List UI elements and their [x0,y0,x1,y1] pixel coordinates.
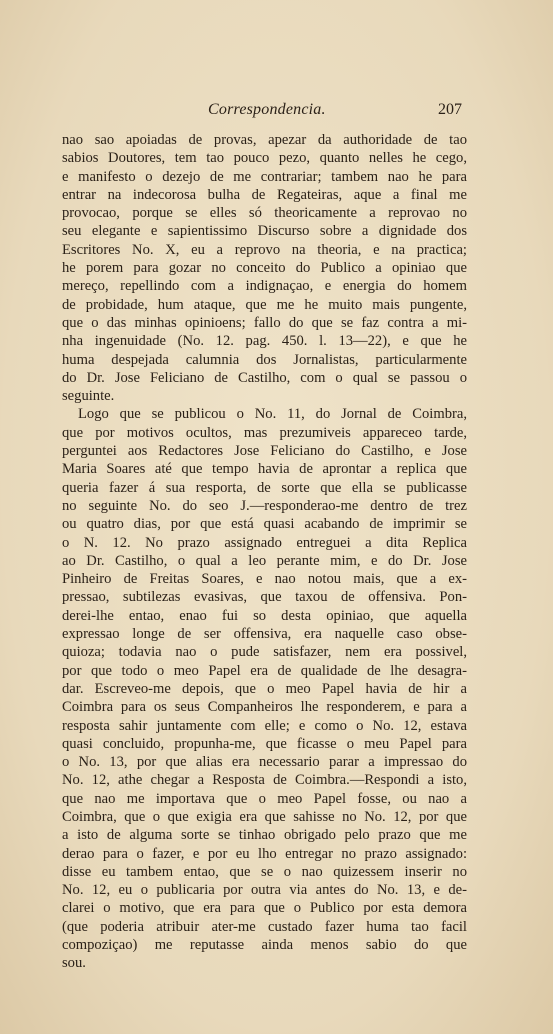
text-line: dar. Escreveo-me depois, que o meo Papel havia de hir a [62,680,467,697]
text-line: seu elegante e sapientissimo Discurso sobre a dignidade dos [62,223,467,240]
text-line: No. 12, eu o publicaria por outra via antes do No. 13, e de- [62,882,467,899]
running-title: Correspondencia. [208,101,326,118]
text-line: derei-lhe entao, enao fui so desta opiniao, que aquella [62,607,467,624]
page-number: 207 [438,101,462,118]
text-line: o N. 12. No prazo assignado entreguei a dita Replica [62,534,467,551]
text-line: de probidade, hum ataque, que me he muito mais pungente, [62,296,467,313]
text-line: Maria Soares até que tempo havia de aprontar a replica que [62,461,467,478]
text-line: e manifesto o dezejo de me contrariar; tambem nao he para [62,168,467,185]
text-line: do Dr. Jose Feliciano de Castilho, com o qual se passou o [62,369,467,386]
text-line: queria fazer á sua resporta, de sorte que ella se publicasse [62,479,467,496]
text-line: Escritores No. X, eu a reprovo na theoria, e na practica; [62,241,467,258]
text-line: mereço, repellindo com a indignaçao, e energia do homem [62,278,467,295]
text-line: (que poderia atribuir ater-me custado fazer huma tao facil [62,918,467,935]
text-line: que nao me importava que o meo Papel fosse, ou nao a [62,790,467,807]
text-line: clarei o motivo, que era para que o Publico por esta demora [62,900,467,917]
text-line: Pinheiro de Freitas Soares, e nao notou mais, que a ex- [62,571,467,588]
text-line: quasi concluido, propunha-me, que ficasse o meu Papel para [62,735,467,752]
text-line: que por motivos ocultos, mas prezumiveis appareceo tarde, [62,424,467,441]
text-line: ou quatro dias, por que está quasi acabando de imprimir se [62,516,467,533]
text-line: sabios Doutores, tem tao pouco pezo, quanto nelles he cego, [62,150,467,167]
text-line: o No. 13, por que alias era necessario parar a impressao do [62,754,467,771]
text-line: Logo que se publicou o No. 11, do Jornal de Coimbra, [78,406,467,423]
text-line: pressao, subtilezas evasivas, que taxou de offensiva. Pon- [62,589,467,606]
text-line: seguinte. [62,388,115,405]
text-line: por que todo o meo Papel era de qualidade de lhe desagra- [62,662,467,679]
text-line: ao Dr. Castilho, o qual a leo perante mim, e do Dr. Jose [62,552,467,569]
text-line: disse eu tambem entao, que se o nao quizessem inserir no [62,863,467,880]
text-line: no seguinte No. do seo J.—responderao-me dentro de trez [62,497,467,514]
text-line: que o das minhas opinioens; fallo do que se faz contra a mi- [62,314,467,331]
text-line: Coimbra para os seus Companheiros lhe responderem, e para a [62,699,467,716]
page-header [60,101,460,125]
text-line: resposta sahir juntamente com elle; e como o No. 12, estava [62,717,467,734]
text-line: perguntei aos Redactores Jose Feliciano do Castilho, e Jose [62,443,467,460]
text-line: nao sao apoiadas de provas, apezar da authoridade de tao [62,132,467,148]
text-line: No. 12, athe chegar a Resposta de Coimbra.—Respondi a isto, [62,772,467,789]
text-line: a isto de alguma sorte se tinhao obrigado pelo prazo que me [62,827,467,844]
text-line: sou. [62,955,86,972]
text-line: he porem para gozar no conceito do Publico a opiniao que [62,260,467,277]
text-line: nha ingenuidade (No. 12. pag. 450. l. 13—22), e que he [62,333,467,350]
text-line: compoziçao) me reputasse ainda menos sabio do que [62,937,467,954]
text-line: entrar na indecorosa bulha de Regateiras, aque a final me [62,186,467,203]
body-text [62,131,467,973]
text-line: quioza; todavia nao o pude satisfazer, nem era possivel, [62,644,467,661]
text-line: expressao longe de ser offensiva, era naquelle caso obse- [62,626,467,643]
text-line: provocao, porque se elles só theoricamente a reprovao no [62,205,467,222]
text-line: huma despejada calumnia dos Jornalistas, particularmente [62,351,467,368]
text-line: Coimbra, que o que exigia era que sahisse no No. 12, por que [62,808,467,825]
text-line: derao para o fazer, e por eu lho entregar no prazo assignado: [62,845,467,862]
